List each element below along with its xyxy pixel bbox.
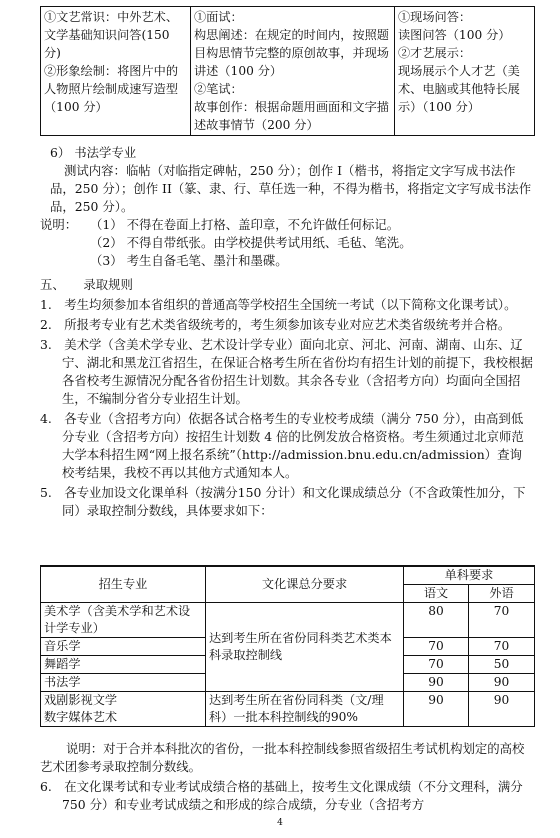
- cell-chinese: 90: [404, 674, 469, 692]
- test-content: 测试内容：临帖（对临指定碑帖，250 分）；创作 I（楷书，将指定文字写成书法作品，250 分）；创作 II（篆、隶、行、草任选一种，不得为楷书，将指定文字写成书法作品，250 分）。: [50, 163, 532, 214]
- rule-item: 2. 所报考专业有艺术类省级统考的，考生须参加该专业对应艺术类省级统考并合格。: [40, 317, 511, 332]
- cell-major: 美术学（含美术学和艺术设计学专业）: [41, 603, 206, 638]
- cell-major: 音乐学: [41, 638, 206, 656]
- cell-major: 戏剧影视文学 数字媒体艺术: [41, 692, 206, 727]
- header-chinese: 语文: [404, 585, 469, 603]
- cell-line: 故事创作：根据命题用画面和文字描述故事情节（200 分）: [194, 100, 389, 132]
- table-cell-col2: [191, 7, 395, 136]
- table-row: [41, 7, 535, 136]
- rule-item: 3. 美术学（含美术学专业、艺术设计学专业）面向北京、河北、河南、湖南、山东、辽宁、湖北和黑龙江省招生，在保证合格考生所在省份均有招生计划的前提下，我校根据各省校考生源情况分配各省份招生计划数。其余各专业（含招考方向）均面向全国招生，不编制分省分专业招生计划。: [40, 337, 533, 406]
- score-requirements-table: [40, 565, 535, 727]
- cell-foreign: 70: [469, 603, 535, 638]
- header-foreign: 外语: [469, 585, 535, 603]
- note-item: （1） 不得在卷面上打格、盖印章，不允许做任何标记。: [90, 217, 400, 232]
- note-item: （2） 不得自带纸张。由学校提供考试用纸、毛毡、笔洗。: [90, 235, 412, 250]
- header-total-requirement: 文化课总分要求: [206, 566, 404, 603]
- cell-chinese: 90: [404, 692, 469, 727]
- cell-chinese: 70: [404, 656, 469, 674]
- cell-line: ②笔试：: [194, 82, 243, 96]
- section-heading: 6） 书法学专业: [50, 145, 137, 160]
- note-line: [40, 216, 534, 234]
- table-row: [41, 603, 535, 638]
- cell-foreign: 50: [469, 656, 535, 674]
- cell-major: 舞蹈学: [41, 656, 206, 674]
- rule-item: 4. 各专业（含招考方向）依据各试合格考生的专业校考成绩（满分 750 分），由高到低分专业（含招考方向）按招生计划数 4 倍的比例发放合格资格。考生须通过北京师范大学本科招生网“网上报名系统”（http://admission.bnu.edu.cn/admission）查询校考结果，我校不再以其他方式通知本人。: [40, 411, 524, 480]
- note-item: （3） 考生自备毛笔、墨汁和墨碟。: [90, 253, 288, 268]
- cell-chinese: 80: [404, 603, 469, 638]
- rule-item: 6. 在文化课考试和专业考试成绩合格的基础上，按考生文化课成绩（不分文理科，满分750 分）和专业考试成绩之和形成的综合成绩，分专业（含招考方: [40, 779, 523, 812]
- cell-line: ①面试：: [194, 10, 243, 24]
- note-label: 说明：: [40, 217, 78, 232]
- cell-total-requirement: 达到考生所在省份同科类（文/理科）一批本科控制线的90%: [206, 692, 404, 727]
- table-row: [41, 692, 535, 727]
- admission-rules-section: [40, 276, 534, 520]
- cell-line: ②形象绘制：将图片中的人物照片绘制成速写造型（100 分）: [44, 64, 179, 114]
- table-cell-col3: [395, 7, 535, 136]
- table-note: 说明：对于合并本科批次的省份，一批本科控制线参照省级招生考试机构划定的高校艺术团参考录取控制分数线。: [40, 741, 525, 774]
- rule-item: 1. 考生均须参加本省组织的普通高等学校招生全国统一考试（以下简称文化课考试）。: [40, 297, 517, 312]
- section-heading: 五、 录取规则: [40, 277, 133, 292]
- cell-line: ①现场问答：: [398, 10, 472, 24]
- header-single-requirement: 单科要求: [404, 566, 535, 585]
- cell-line: 读图问答（100 分）: [398, 28, 511, 42]
- cell-foreign: 90: [469, 692, 535, 727]
- calligraphy-section: [40, 144, 534, 270]
- header-major: 招生专业: [41, 566, 206, 603]
- rule-item: 5. 各专业加设文化课单科（按满分150 分计）和文化课成绩总分（不含政策性加分，下同）录取控制分数线，具体要求如下：: [40, 485, 526, 518]
- cell-major: 书法学: [41, 674, 206, 692]
- cell-foreign: 90: [469, 674, 535, 692]
- cell-line: 现场展示个人才艺（美术、电脑或其他特长展示）（100 分）: [398, 64, 520, 114]
- table-cell-col1: [41, 7, 191, 136]
- cell-total-requirement: 达到考生所在省份同科类艺术类本科录取控制线: [206, 603, 404, 692]
- exam-content-table: [40, 6, 535, 136]
- cell-foreign: 70: [469, 638, 535, 656]
- cell-chinese: 70: [404, 638, 469, 656]
- table-header-row: [41, 566, 535, 585]
- page-number: 4: [277, 818, 283, 828]
- cell-line: ①文艺常识：中外艺术、文学基础知识问答(150 分): [44, 10, 179, 60]
- cell-line: ②才艺展示：: [398, 46, 472, 60]
- closing-section: [40, 740, 534, 814]
- cell-line: 构思阐述：在规定的时间内，按照题目构思情节完整的原创故事，并现场讲述（100 分）: [194, 28, 389, 78]
